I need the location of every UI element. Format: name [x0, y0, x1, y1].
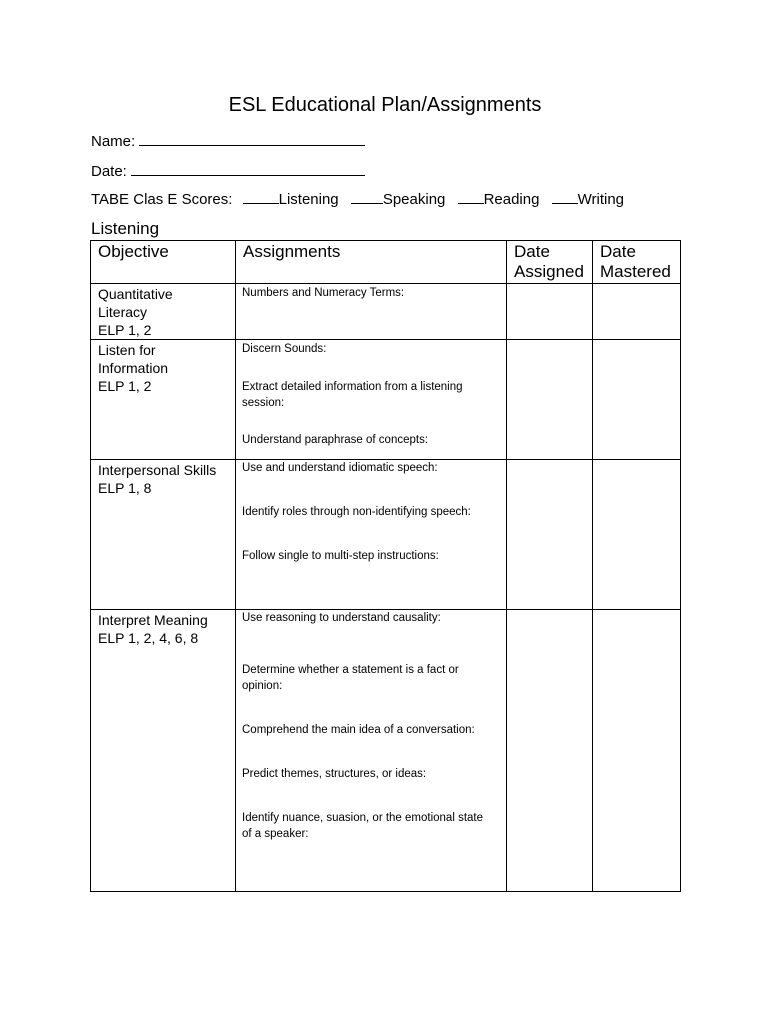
- assignments-cell: [236, 460, 507, 610]
- name-field[interactable]: [91, 130, 365, 150]
- objective-line: Listen for: [98, 342, 156, 358]
- date-line[interactable]: [131, 160, 365, 176]
- assignment-item: Discern Sounds:: [242, 343, 327, 355]
- header-row: [91, 241, 681, 284]
- assignment-item: Follow single to multi-step instructions:: [242, 550, 439, 562]
- header-date-assigned-line2: Assigned: [514, 262, 584, 281]
- name-label: Name:: [91, 133, 136, 150]
- assignment-item: Comprehend the main idea of a conversation:: [242, 724, 475, 736]
- objective-line: Information: [98, 360, 169, 376]
- assignments-cell: [236, 340, 507, 460]
- writing-score-blank[interactable]: [552, 189, 578, 204]
- objective-line: Literacy: [98, 304, 148, 320]
- objective-cell: [91, 340, 236, 460]
- header-date-mastered: [593, 241, 681, 284]
- listening-score-blank[interactable]: [243, 189, 279, 204]
- speaking-score-blank[interactable]: [351, 189, 383, 204]
- objective-cell: [91, 610, 236, 892]
- objective-line: Quantitative: [98, 286, 173, 302]
- skill-listening: Listening: [278, 191, 339, 208]
- objective-line: ELP 1, 2, 4, 6, 8: [98, 630, 199, 646]
- header-objective: Objective: [91, 241, 236, 284]
- objective-line: Interpret Meaning: [98, 612, 208, 628]
- plan-table: [90, 240, 681, 892]
- table-row: [91, 284, 681, 340]
- assignment-item: Predict themes, structures, or ideas:: [242, 768, 427, 780]
- assignment-item: Understand paraphrase of concepts:: [242, 434, 429, 446]
- assignment-item: Identify nuance, suasion, or the emotional state of a speaker:: [242, 812, 484, 840]
- table-row: [91, 340, 681, 460]
- date-assigned-cell[interactable]: [507, 340, 593, 460]
- assignment-item: Numbers and Numeracy Terms:: [242, 287, 405, 299]
- objective-line: Interpersonal Skills: [98, 462, 217, 478]
- assignment-item: Use reasoning to understand causality:: [242, 612, 441, 624]
- section-title: Listening: [91, 219, 160, 238]
- date-assigned-cell[interactable]: [507, 610, 593, 892]
- skill-speaking: Speaking: [382, 191, 446, 208]
- reading-score-blank[interactable]: [458, 189, 484, 204]
- table-row: [91, 460, 681, 610]
- assignment-item: Extract detailed information from a listening session:: [242, 381, 463, 409]
- date-mastered-cell[interactable]: [593, 610, 681, 892]
- skill-reading: Reading: [483, 191, 540, 208]
- header-date-mastered-line1: Date: [600, 242, 636, 261]
- date-mastered-cell[interactable]: [593, 284, 681, 340]
- date-assigned-cell[interactable]: [507, 460, 593, 610]
- assignment-item: Use and understand idiomatic speech:: [242, 462, 438, 474]
- table-row: [91, 610, 681, 892]
- document-title: ESL Educational Plan/Assignments: [228, 94, 542, 116]
- date-field[interactable]: [91, 160, 365, 180]
- objective-cell: [91, 460, 236, 610]
- header-assignments: Assignments: [236, 241, 507, 284]
- date-label: Date:: [91, 163, 127, 180]
- objective-line: ELP 1, 8: [98, 480, 152, 496]
- date-mastered-cell[interactable]: [593, 340, 681, 460]
- assignments-cell: [236, 610, 507, 892]
- header-date-assigned-line1: Date: [514, 242, 550, 261]
- objective-line: ELP 1, 2: [98, 322, 152, 338]
- objective-line: ELP 1, 2: [98, 378, 152, 394]
- assignments-cell: [236, 284, 507, 340]
- objective-cell: [91, 284, 236, 340]
- date-assigned-cell[interactable]: [507, 284, 593, 340]
- header-date-mastered-line2: Mastered: [600, 262, 671, 281]
- date-mastered-cell[interactable]: [593, 460, 681, 610]
- assignment-item: Identify roles through non-identifying speech:: [242, 506, 471, 518]
- tabe-scores-row: [91, 189, 624, 208]
- skill-writing: Writing: [577, 191, 625, 208]
- assignment-item: Determine whether a statement is a fact or opinion:: [242, 664, 459, 692]
- tabe-label: TABE Clas E Scores:: [91, 191, 233, 208]
- name-line[interactable]: [139, 130, 365, 146]
- header-date-assigned: [507, 241, 593, 284]
